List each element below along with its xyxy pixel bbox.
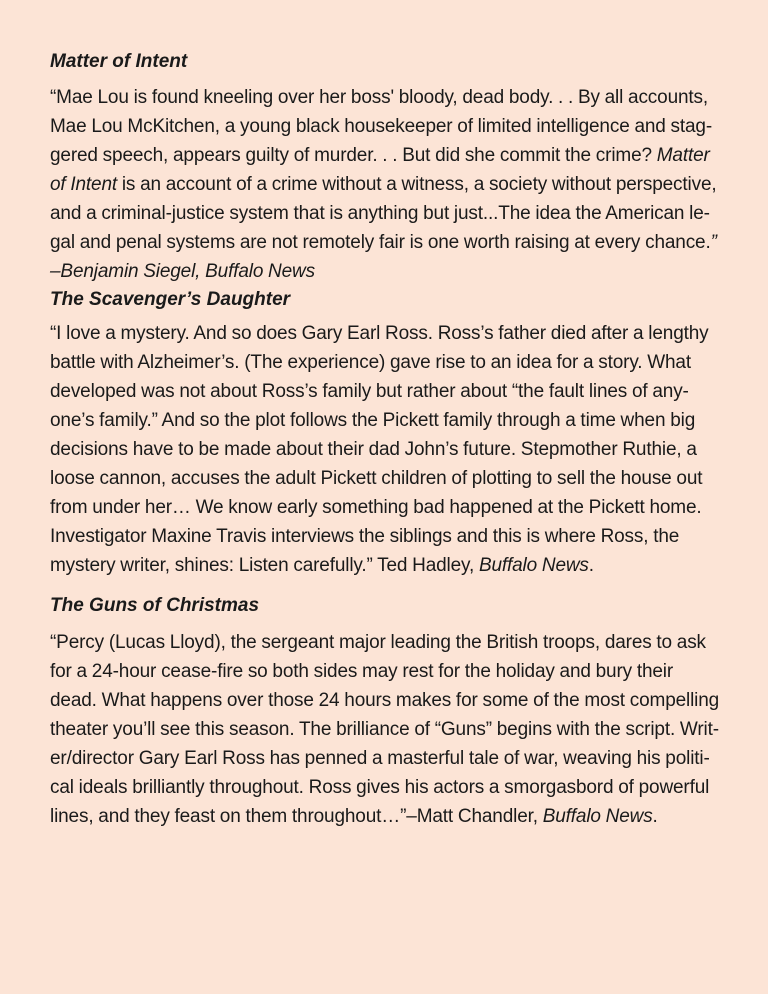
review-line: “Mae Lou is found kneeling over her boss' bloody, dead body. . . By all accounts,: [50, 87, 709, 108]
review-line: cal ideals brilliantly throughout. Ross gives his actors a smorgasbord of powerful: [50, 777, 710, 798]
review-line: Investigator Maxine Travis interviews the siblings and this is where Ross, the: [50, 526, 680, 547]
work-title-italic: of Intent: [50, 174, 118, 195]
review-line: and a criminal-justice system that is anything but just...The idea the American le-: [50, 203, 710, 224]
attribution-text: –Benjamin Siegel, Buffalo News: [50, 261, 315, 282]
review-matter-of-intent: [50, 48, 720, 286]
review-line: decisions have to be made about their dad John’s future. Stepmother Ruthie, a: [50, 439, 697, 460]
review-line: “Percy (Lucas Lloyd), the sergeant major leading the British troops, dares to ask: [50, 632, 706, 653]
review-text: mystery writer, shines: Listen carefully.” Ted Hadley,: [50, 555, 479, 576]
review-body: [50, 83, 720, 286]
review-line: battle with Alzheimer’s. (The experience) gave rise to an idea for a story. What: [50, 352, 691, 373]
review-text: .: [588, 555, 594, 576]
work-title-italic: Matter: [656, 145, 710, 166]
review-line: developed was not about Ross’s family but rather about “the fault lines of any-: [50, 381, 689, 402]
closing-quote: ”: [710, 232, 717, 253]
review-line: loose cannon, accuses the adult Pickett children of plotting to sell the house out: [50, 468, 703, 489]
review-text: gal and penal systems are not remotely fair is one worth raising at every chance.: [50, 232, 711, 253]
review-line: [50, 228, 720, 257]
review-line: [50, 551, 720, 580]
review-line: [50, 141, 720, 170]
publication-italic: Buffalo News: [478, 555, 589, 576]
review-line: dead. What happens over those 24 hours makes for some of the most compelling: [50, 690, 720, 711]
review-line: Mae Lou McKitchen, a young black housekeeper of limited intelligence and stag-: [50, 116, 713, 137]
review-line: for a 24-hour cease-fire so both sides may rest for the holiday and bury their: [50, 661, 674, 682]
review-title: The Scavenger’s Daughter: [50, 289, 291, 310]
publication-italic: Buffalo News: [542, 806, 653, 827]
review-text: lines, and they feast on them throughout…”–Matt Chandler,: [50, 806, 543, 827]
review-title: The Guns of Christmas: [50, 595, 260, 616]
review-body: [50, 319, 720, 580]
review-line: “I love a mystery. And so does Gary Earl Ross. Ross’s father died after a lengthy: [50, 323, 709, 344]
review-line: theater you’ll see this season. The brilliance of “Guns” begins with the script. Writ-: [50, 719, 719, 740]
review-text: gered speech, appears guilty of murder. . . But did she commit the crime?: [50, 145, 657, 166]
review-line: [50, 802, 720, 831]
review-line: er/director Gary Earl Ross has penned a masterful tale of war, weaving his politi-: [50, 748, 710, 769]
review-scavengers-daughter: [50, 286, 720, 580]
review-guns-of-christmas: [50, 592, 720, 831]
review-text: is an account of a crime without a witness, a society without perspective,: [117, 174, 717, 195]
review-line: from under her… We know early something bad happened at the Pickett home.: [50, 497, 702, 518]
review-text: .: [652, 806, 658, 827]
review-attribution: [50, 257, 720, 286]
review-body: [50, 628, 720, 831]
review-line: one’s family.” And so the plot follows the Pickett family through a time when big: [50, 410, 696, 431]
review-line: [50, 170, 720, 199]
review-title: Matter of Intent: [50, 51, 188, 72]
